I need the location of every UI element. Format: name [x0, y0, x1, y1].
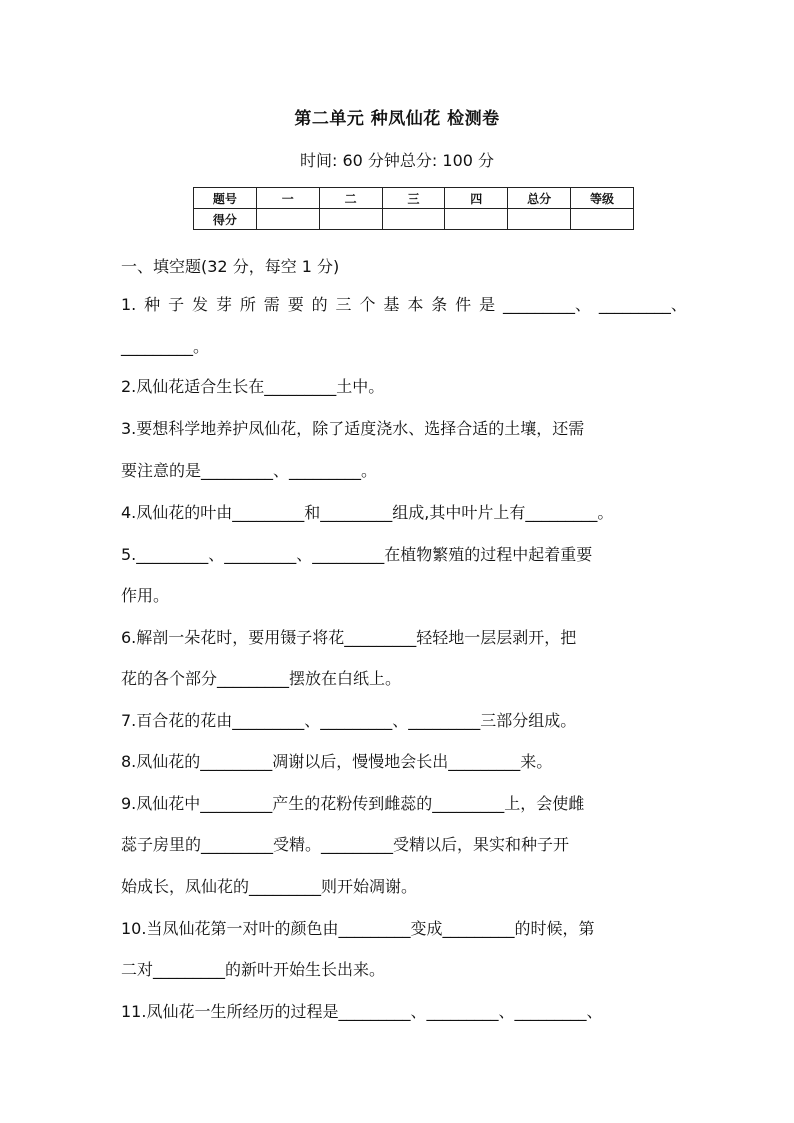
score-header-cell: 二: [319, 188, 382, 209]
score-header-cell: 等级: [571, 188, 634, 209]
score-cell: [445, 209, 508, 230]
question-text: 发: [192, 295, 209, 314]
question-7[interactable]: 7.百合花的花由_________、_________、_________三部分组成。: [121, 711, 577, 730]
question-9-line-3[interactable]: 始成长，凤仙花的_________则开始凋谢。: [121, 877, 418, 896]
score-header-cell: 四: [445, 188, 508, 209]
question-text: 要: [287, 295, 304, 314]
score-header-cell: 题号: [194, 188, 257, 209]
question-text: 本: [407, 295, 424, 314]
score-table-score-row: [194, 209, 634, 230]
exam-info: 时间: 60 分钟总分: 100 分: [299, 151, 495, 170]
score-cell: [256, 209, 319, 230]
question-text: 个: [359, 295, 376, 314]
question-10-line-1[interactable]: 10.当凤仙花第一对叶的颜色由_________变成_________的时候，第: [121, 919, 595, 938]
score-cell: [571, 209, 634, 230]
question-9-line-2[interactable]: 蕊子房里的_________受精。_________受精以后，果实和种子开: [121, 835, 570, 854]
question-text: 需: [263, 295, 280, 314]
answer-blank[interactable]: _________、: [503, 295, 592, 314]
score-table: [193, 187, 634, 230]
question-5-line-2: 作用。: [121, 586, 170, 605]
question-text: 基: [383, 295, 400, 314]
question-4[interactable]: 4.凤仙花的叶由_________和_________组成,其中叶片上有_________。: [121, 503, 614, 522]
question-text: 芽: [215, 295, 232, 314]
score-header-cell: 总分: [508, 188, 571, 209]
score-row-label: 得分: [194, 209, 257, 230]
section-heading: 一、填空题(32 分，每空 1 分): [121, 257, 340, 276]
score-header-cell: 三: [382, 188, 445, 209]
page-title: 第二单元 种凤仙花 检测卷: [294, 109, 500, 129]
question-text: 1.: [121, 295, 137, 314]
answer-blank[interactable]: _________、: [598, 295, 687, 314]
question-text: 条: [431, 295, 448, 314]
question-1-line-1: [121, 294, 687, 316]
score-header-cell: 一: [256, 188, 319, 209]
score-cell: [382, 209, 445, 230]
question-3-line-1: 3.要想科学地养护凤仙花，除了适度浇水、选择合适的土壤，还需: [121, 419, 585, 438]
question-text: 的: [311, 295, 328, 314]
score-cell: [508, 209, 571, 230]
score-cell: [319, 209, 382, 230]
question-5-line-1[interactable]: 5._________、_________、_________在植物繁殖的过程中起着重要: [121, 545, 593, 564]
question-text: 件: [455, 295, 472, 314]
question-2[interactable]: 2.凤仙花适合生长在_________土中。: [121, 377, 385, 396]
question-text: 所: [239, 295, 256, 314]
question-text: 是: [479, 295, 496, 314]
question-text: 三: [335, 295, 352, 314]
question-text: 种: [144, 295, 161, 314]
question-text: 子: [168, 295, 185, 314]
question-11[interactable]: 11.凤仙花一生所经历的过程是_________、_________、_________、: [121, 1002, 603, 1021]
question-8[interactable]: 8.凤仙花的_________凋谢以后，慢慢地会长出_________来。: [121, 752, 553, 771]
question-10-line-2[interactable]: 二对_________的新叶开始生长出来。: [121, 960, 386, 979]
question-9-line-1[interactable]: 9.凤仙花中_________产生的花粉传到雌蕊的_________上，会使雌: [121, 794, 585, 813]
question-1-line-2[interactable]: _________。: [121, 337, 210, 356]
question-6-line-1[interactable]: 6.解剖一朵花时，要用镊子将花_________轻轻地一层层剥开，把: [121, 628, 577, 647]
question-6-line-2[interactable]: 花的各个部分_________摆放在白纸上。: [121, 669, 402, 688]
score-table-header-row: [194, 188, 634, 209]
question-3-line-2[interactable]: 要注意的是_________、_________。: [121, 461, 378, 480]
